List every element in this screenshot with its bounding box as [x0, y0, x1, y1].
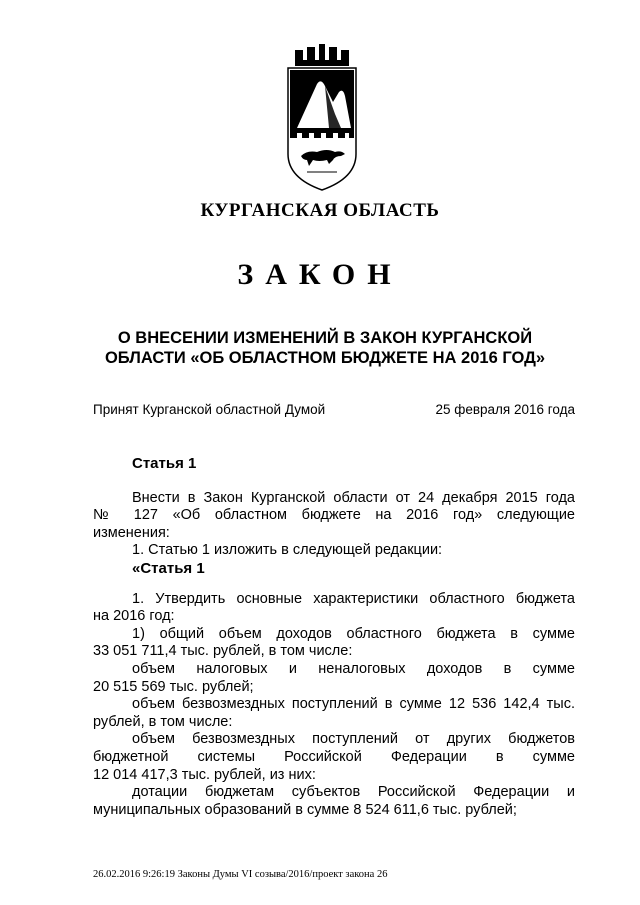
intro-line: Внести в Закон Курганской области от 24 декабря 2015 года: [132, 489, 575, 506]
footer-file-path: 26.02.2016 9:26:19 Законы Думы VI созыва/2016/проект закона 26: [93, 869, 388, 880]
document-type: ЗАКОН: [237, 258, 403, 291]
law-body: [93, 455, 575, 819]
paragraph-line: на 2016 год:: [93, 608, 175, 625]
amendment-item: 1. Статью 1 изложить в следующей редакции:: [132, 542, 443, 559]
quoted-article-heading: «Статья 1: [132, 559, 205, 577]
region-name: КУРГАНСКАЯ ОБЛАСТЬ: [200, 200, 440, 221]
paragraph-line: 1. Утвердить основные характеристики областного бюджета: [132, 590, 575, 607]
paragraph-line: 1) общий объем доходов областного бюджета в сумме: [132, 625, 575, 642]
law-title-line-1: О ВНЕСЕНИИ ИЗМЕНЕНИЙ В ЗАКОН КУРГАНСКОЙ: [117, 329, 533, 347]
paragraph-line: муниципальных образований в сумме 8 524 611,6 тыс. рублей;: [93, 801, 517, 818]
article-heading: Статья 1: [132, 455, 197, 472]
paragraph-line: объем налоговых и неналоговых доходов в сумме: [132, 660, 575, 677]
adoption-line: [93, 402, 575, 417]
adoption-date: 25 февраля 2016 года: [435, 402, 575, 417]
paragraph-line: дотации бюджетам субъектов Российской Федерации и: [132, 784, 575, 801]
paragraph-line: 12 014 417,3 тыс. рублей, из них:: [93, 766, 316, 783]
intro-line: изменения:: [93, 524, 170, 541]
paragraph-line: 20 515 569 тыс. рублей;: [93, 678, 254, 695]
paragraph-line: объем безвозмездных поступлений от других бюджетов: [132, 731, 575, 748]
law-title-line-2: ОБЛАСТИ «ОБ ОБЛАСТНОМ БЮДЖЕТЕ НА 2016 ГОД»: [104, 349, 546, 367]
paragraph-line: бюджетной системы Российской Федерации в сумме: [93, 748, 575, 765]
intro-line: № 127 «Об областном бюджете на 2016 год» следующие: [93, 507, 575, 524]
paragraph-line: 33 051 711,4 тыс. рублей, в том числе:: [93, 643, 353, 660]
law-title: [90, 328, 560, 368]
paragraph-line: рублей, в том числе:: [93, 713, 233, 730]
coat-of-arms-icon: [285, 44, 359, 192]
paragraph-line: объем безвозмездных поступлений в сумме 12 536 142,4 тыс.: [132, 696, 575, 713]
adopted-by: Принят Курганской областной Думой: [93, 402, 326, 417]
